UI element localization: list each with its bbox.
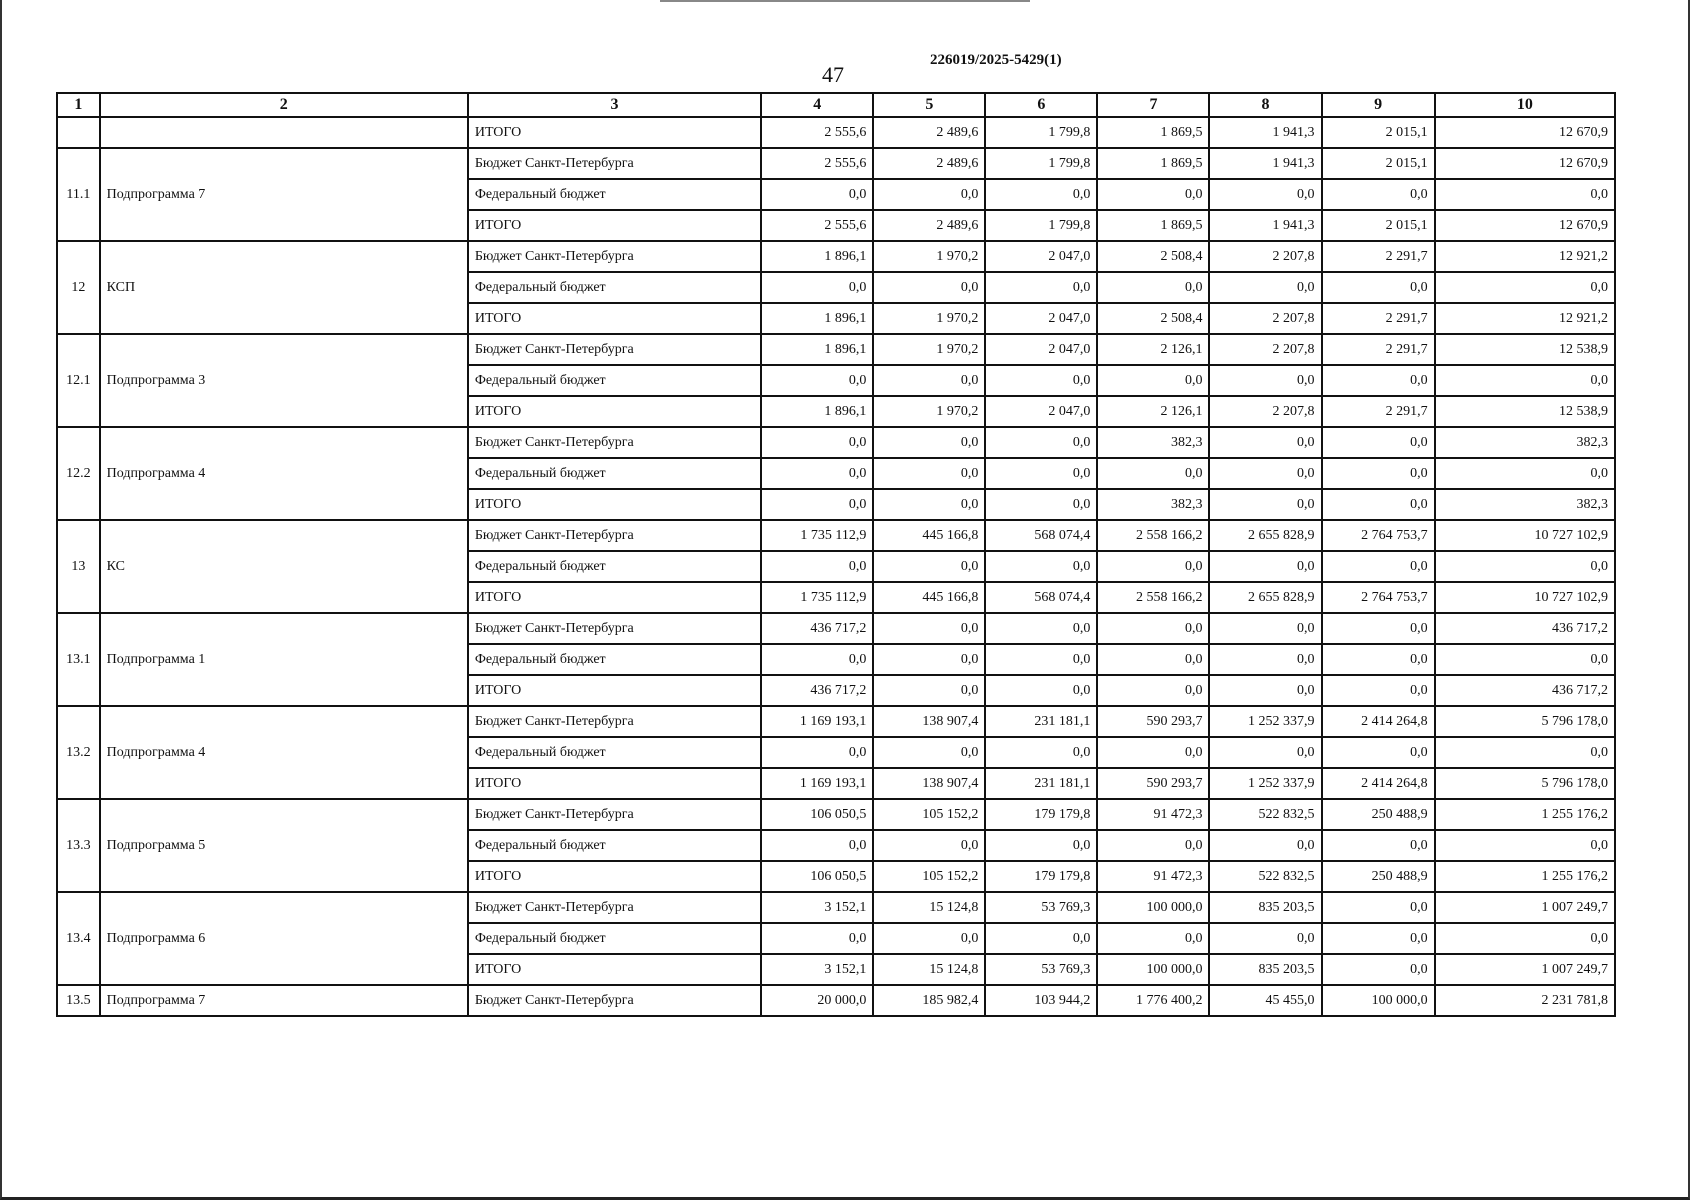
funding-source: ИТОГО	[468, 675, 761, 706]
amount-cell: 15 124,8	[873, 954, 985, 985]
amount-cell: 0,0	[1097, 551, 1209, 582]
item-title: КСП	[100, 241, 468, 334]
item-title: Подпрограмма 3	[100, 334, 468, 427]
amount-cell: 0,0	[761, 272, 873, 303]
amount-cell: 0,0	[1209, 830, 1321, 861]
amount-cell: 0,0	[1097, 737, 1209, 768]
amount-cell: 100 000,0	[1097, 892, 1209, 923]
funding-source: ИТОГО	[468, 489, 761, 520]
table-body	[57, 117, 1615, 1016]
column-header: 9	[1322, 93, 1435, 117]
amount-cell: 0,0	[873, 365, 985, 396]
table-row	[57, 520, 1615, 551]
amount-cell: 0,0	[873, 644, 985, 675]
amount-cell: 0,0	[1209, 644, 1321, 675]
amount-cell: 12 921,2	[1435, 303, 1615, 334]
amount-cell: 2 291,7	[1322, 303, 1435, 334]
item-title	[100, 117, 468, 148]
item-code: 13	[57, 520, 100, 613]
funding-source: Бюджет Санкт-Петербурга	[468, 799, 761, 830]
amount-cell: 0,0	[873, 675, 985, 706]
item-title: Подпрограмма 6	[100, 892, 468, 985]
column-header: 5	[873, 93, 985, 117]
amount-cell: 2 291,7	[1322, 334, 1435, 365]
amount-cell: 1 970,2	[873, 303, 985, 334]
funding-source: Бюджет Санкт-Петербурга	[468, 613, 761, 644]
column-header: 1	[57, 93, 100, 117]
amount-cell: 1 007 249,7	[1435, 954, 1615, 985]
item-title: КС	[100, 520, 468, 613]
funding-source: ИТОГО	[468, 861, 761, 892]
amount-cell: 436 717,2	[761, 613, 873, 644]
amount-cell: 0,0	[985, 613, 1097, 644]
amount-cell: 2 558 166,2	[1097, 520, 1209, 551]
amount-cell: 0,0	[761, 489, 873, 520]
amount-cell: 0,0	[1322, 737, 1435, 768]
amount-cell: 0,0	[1435, 923, 1615, 954]
amount-cell: 0,0	[1322, 365, 1435, 396]
amount-cell: 12 670,9	[1435, 210, 1615, 241]
amount-cell: 0,0	[1322, 830, 1435, 861]
amount-cell: 0,0	[1435, 365, 1615, 396]
amount-cell: 0,0	[1322, 675, 1435, 706]
amount-cell: 138 907,4	[873, 768, 985, 799]
amount-cell: 2 764 753,7	[1322, 582, 1435, 613]
amount-cell: 0,0	[1322, 613, 1435, 644]
amount-cell: 3 152,1	[761, 892, 873, 923]
column-header: 7	[1097, 93, 1209, 117]
amount-cell: 0,0	[1322, 272, 1435, 303]
amount-cell: 1 896,1	[761, 396, 873, 427]
amount-cell: 0,0	[873, 923, 985, 954]
amount-cell: 1 970,2	[873, 396, 985, 427]
amount-cell: 0,0	[985, 644, 1097, 675]
amount-cell: 436 717,2	[761, 675, 873, 706]
amount-cell: 0,0	[873, 830, 985, 861]
amount-cell: 10 727 102,9	[1435, 582, 1615, 613]
amount-cell: 2 489,6	[873, 210, 985, 241]
amount-cell: 0,0	[761, 427, 873, 458]
amount-cell: 2 207,8	[1209, 334, 1321, 365]
funding-source: Федеральный бюджет	[468, 830, 761, 861]
column-header: 8	[1209, 93, 1321, 117]
amount-cell: 0,0	[985, 737, 1097, 768]
amount-cell: 0,0	[1435, 644, 1615, 675]
amount-cell: 436 717,2	[1435, 613, 1615, 644]
item-title: Подпрограмма 4	[100, 427, 468, 520]
item-code: 11.1	[57, 148, 100, 241]
amount-cell: 1 255 176,2	[1435, 799, 1615, 830]
amount-cell: 2 126,1	[1097, 396, 1209, 427]
amount-cell: 382,3	[1097, 427, 1209, 458]
amount-cell: 1 970,2	[873, 241, 985, 272]
amount-cell: 0,0	[1209, 737, 1321, 768]
amount-cell: 2 015,1	[1322, 117, 1435, 148]
item-title: Подпрограмма 1	[100, 613, 468, 706]
table-row	[57, 241, 1615, 272]
funding-source: Бюджет Санкт-Петербурга	[468, 985, 761, 1016]
table-row	[57, 334, 1615, 365]
amount-cell: 0,0	[761, 365, 873, 396]
item-code: 13.1	[57, 613, 100, 706]
amount-cell: 1 896,1	[761, 303, 873, 334]
amount-cell: 1 776 400,2	[1097, 985, 1209, 1016]
amount-cell: 0,0	[985, 923, 1097, 954]
amount-cell: 0,0	[1209, 613, 1321, 644]
amount-cell: 2 508,4	[1097, 303, 1209, 334]
funding-source: Федеральный бюджет	[468, 923, 761, 954]
funding-source: Бюджет Санкт-Петербурга	[468, 892, 761, 923]
amount-cell: 0,0	[1322, 892, 1435, 923]
funding-source: Федеральный бюджет	[468, 737, 761, 768]
funding-source: ИТОГО	[468, 210, 761, 241]
amount-cell: 835 203,5	[1209, 954, 1321, 985]
amount-cell: 2 047,0	[985, 241, 1097, 272]
amount-cell: 0,0	[761, 923, 873, 954]
amount-cell: 0,0	[873, 427, 985, 458]
amount-cell: 0,0	[1097, 613, 1209, 644]
amount-cell: 91 472,3	[1097, 861, 1209, 892]
amount-cell: 0,0	[1322, 179, 1435, 210]
funding-source: ИТОГО	[468, 768, 761, 799]
funding-source: ИТОГО	[468, 396, 761, 427]
amount-cell: 2 207,8	[1209, 396, 1321, 427]
item-code: 13.5	[57, 985, 100, 1016]
amount-cell: 91 472,3	[1097, 799, 1209, 830]
amount-cell: 0,0	[1097, 923, 1209, 954]
item-code	[57, 117, 100, 148]
amount-cell: 0,0	[873, 179, 985, 210]
amount-cell: 0,0	[1322, 427, 1435, 458]
amount-cell: 0,0	[1209, 923, 1321, 954]
amount-cell: 2 558 166,2	[1097, 582, 1209, 613]
amount-cell: 2 126,1	[1097, 334, 1209, 365]
funding-source: Федеральный бюджет	[468, 458, 761, 489]
amount-cell: 100 000,0	[1097, 954, 1209, 985]
item-code: 13.2	[57, 706, 100, 799]
amount-cell: 12 538,9	[1435, 396, 1615, 427]
table-row	[57, 427, 1615, 458]
funding-source: Федеральный бюджет	[468, 365, 761, 396]
item-title: Подпрограмма 4	[100, 706, 468, 799]
column-header: 10	[1435, 93, 1615, 117]
amount-cell: 1 896,1	[761, 241, 873, 272]
amount-cell: 0,0	[1209, 272, 1321, 303]
item-code: 12	[57, 241, 100, 334]
amount-cell: 2 655 828,9	[1209, 582, 1321, 613]
amount-cell: 382,3	[1435, 427, 1615, 458]
item-title: Подпрограмма 7	[100, 985, 468, 1016]
amount-cell: 0,0	[873, 737, 985, 768]
amount-cell: 0,0	[985, 365, 1097, 396]
amount-cell: 1 941,3	[1209, 117, 1321, 148]
funding-source: Федеральный бюджет	[468, 179, 761, 210]
amount-cell: 231 181,1	[985, 768, 1097, 799]
amount-cell: 2 414 264,8	[1322, 706, 1435, 737]
funding-source: Бюджет Санкт-Петербурга	[468, 148, 761, 179]
amount-cell: 2 015,1	[1322, 210, 1435, 241]
amount-cell: 0,0	[1322, 644, 1435, 675]
amount-cell: 1 169 193,1	[761, 768, 873, 799]
amount-cell: 590 293,7	[1097, 768, 1209, 799]
table-row	[57, 117, 1615, 148]
amount-cell: 2 414 264,8	[1322, 768, 1435, 799]
amount-cell: 382,3	[1435, 489, 1615, 520]
table-row	[57, 706, 1615, 737]
funding-source: Федеральный бюджет	[468, 551, 761, 582]
amount-cell: 0,0	[1322, 954, 1435, 985]
amount-cell: 5 796 178,0	[1435, 706, 1615, 737]
item-code: 12.2	[57, 427, 100, 520]
amount-cell: 2 291,7	[1322, 396, 1435, 427]
amount-cell: 2 231 781,8	[1435, 985, 1615, 1016]
table-row	[57, 799, 1615, 830]
amount-cell: 2 555,6	[761, 148, 873, 179]
amount-cell: 0,0	[1097, 675, 1209, 706]
amount-cell: 1 252 337,9	[1209, 768, 1321, 799]
amount-cell: 0,0	[1435, 458, 1615, 489]
amount-cell: 2 291,7	[1322, 241, 1435, 272]
amount-cell: 522 832,5	[1209, 861, 1321, 892]
amount-cell: 0,0	[1097, 179, 1209, 210]
amount-cell: 0,0	[1209, 551, 1321, 582]
amount-cell: 5 796 178,0	[1435, 768, 1615, 799]
amount-cell: 0,0	[1097, 365, 1209, 396]
amount-cell: 15 124,8	[873, 892, 985, 923]
amount-cell: 0,0	[985, 458, 1097, 489]
amount-cell: 250 488,9	[1322, 861, 1435, 892]
amount-cell: 1 799,8	[985, 148, 1097, 179]
amount-cell: 2 047,0	[985, 303, 1097, 334]
amount-cell: 179 179,8	[985, 861, 1097, 892]
amount-cell: 0,0	[1435, 737, 1615, 768]
item-code: 12.1	[57, 334, 100, 427]
amount-cell: 53 769,3	[985, 954, 1097, 985]
amount-cell: 0,0	[985, 830, 1097, 861]
amount-cell: 12 921,2	[1435, 241, 1615, 272]
amount-cell: 0,0	[985, 427, 1097, 458]
amount-cell: 1 799,8	[985, 117, 1097, 148]
amount-cell: 0,0	[1209, 365, 1321, 396]
amount-cell: 12 538,9	[1435, 334, 1615, 365]
amount-cell: 0,0	[985, 675, 1097, 706]
column-header: 3	[468, 93, 761, 117]
column-header: 6	[985, 93, 1097, 117]
amount-cell: 0,0	[873, 272, 985, 303]
amount-cell: 0,0	[873, 613, 985, 644]
amount-cell: 0,0	[1097, 644, 1209, 675]
amount-cell: 2 207,8	[1209, 241, 1321, 272]
amount-cell: 100 000,0	[1322, 985, 1435, 1016]
page-number: 47	[822, 62, 844, 87]
amount-cell: 590 293,7	[1097, 706, 1209, 737]
funding-source: Бюджет Санкт-Петербурга	[468, 241, 761, 272]
amount-cell: 0,0	[1209, 458, 1321, 489]
item-code: 13.4	[57, 892, 100, 985]
funding-source: Бюджет Санкт-Петербурга	[468, 334, 761, 365]
amount-cell: 2 489,6	[873, 117, 985, 148]
amount-cell: 0,0	[1097, 830, 1209, 861]
funding-source: Бюджет Санкт-Петербурга	[468, 520, 761, 551]
amount-cell: 0,0	[1322, 458, 1435, 489]
amount-cell: 0,0	[1209, 427, 1321, 458]
amount-cell: 568 074,4	[985, 582, 1097, 613]
amount-cell: 1 869,5	[1097, 117, 1209, 148]
amount-cell: 835 203,5	[1209, 892, 1321, 923]
amount-cell: 105 152,2	[873, 799, 985, 830]
amount-cell: 2 015,1	[1322, 148, 1435, 179]
amount-cell: 0,0	[873, 458, 985, 489]
amount-cell: 12 670,9	[1435, 117, 1615, 148]
budget-table	[56, 92, 1616, 1017]
amount-cell: 0,0	[985, 551, 1097, 582]
amount-cell: 1 007 249,7	[1435, 892, 1615, 923]
amount-cell: 1 970,2	[873, 334, 985, 365]
funding-source: Бюджет Санкт-Петербурга	[468, 427, 761, 458]
item-code: 13.3	[57, 799, 100, 892]
funding-source: ИТОГО	[468, 117, 761, 148]
item-title: Подпрограмма 5	[100, 799, 468, 892]
amount-cell: 105 152,2	[873, 861, 985, 892]
amount-cell: 138 907,4	[873, 706, 985, 737]
amount-cell: 2 508,4	[1097, 241, 1209, 272]
amount-cell: 0,0	[1435, 272, 1615, 303]
amount-cell: 0,0	[761, 551, 873, 582]
amount-cell: 0,0	[1209, 179, 1321, 210]
amount-cell: 45 455,0	[1209, 985, 1321, 1016]
amount-cell: 0,0	[1435, 830, 1615, 861]
amount-cell: 2 207,8	[1209, 303, 1321, 334]
column-header: 2	[100, 93, 468, 117]
amount-cell: 0,0	[985, 489, 1097, 520]
amount-cell: 0,0	[761, 830, 873, 861]
amount-cell: 2 047,0	[985, 396, 1097, 427]
amount-cell: 1 869,5	[1097, 148, 1209, 179]
amount-cell: 2 764 753,7	[1322, 520, 1435, 551]
amount-cell: 436 717,2	[1435, 675, 1615, 706]
amount-cell: 0,0	[1322, 551, 1435, 582]
amount-cell: 0,0	[985, 179, 1097, 210]
amount-cell: 185 982,4	[873, 985, 985, 1016]
amount-cell: 2 489,6	[873, 148, 985, 179]
amount-cell: 0,0	[1435, 551, 1615, 582]
amount-cell: 0,0	[1322, 923, 1435, 954]
table-row	[57, 613, 1615, 644]
amount-cell: 2 655 828,9	[1209, 520, 1321, 551]
amount-cell: 445 166,8	[873, 582, 985, 613]
funding-source: Бюджет Санкт-Петербурга	[468, 706, 761, 737]
amount-cell: 568 074,4	[985, 520, 1097, 551]
amount-cell: 103 944,2	[985, 985, 1097, 1016]
funding-source: ИТОГО	[468, 582, 761, 613]
amount-cell: 1 255 176,2	[1435, 861, 1615, 892]
amount-cell: 445 166,8	[873, 520, 985, 551]
amount-cell: 2 555,6	[761, 117, 873, 148]
amount-cell: 1 941,3	[1209, 148, 1321, 179]
amount-cell: 231 181,1	[985, 706, 1097, 737]
table-row	[57, 148, 1615, 179]
amount-cell: 0,0	[873, 489, 985, 520]
amount-cell: 0,0	[873, 551, 985, 582]
item-title: Подпрограмма 7	[100, 148, 468, 241]
amount-cell: 179 179,8	[985, 799, 1097, 830]
amount-cell: 1 735 112,9	[761, 520, 873, 551]
amount-cell: 1 169 193,1	[761, 706, 873, 737]
amount-cell: 0,0	[1097, 458, 1209, 489]
funding-source: Федеральный бюджет	[468, 272, 761, 303]
amount-cell: 106 050,5	[761, 799, 873, 830]
amount-cell: 2 047,0	[985, 334, 1097, 365]
amount-cell: 1 252 337,9	[1209, 706, 1321, 737]
table-row	[57, 892, 1615, 923]
amount-cell: 250 488,9	[1322, 799, 1435, 830]
amount-cell: 0,0	[761, 458, 873, 489]
amount-cell: 382,3	[1097, 489, 1209, 520]
amount-cell: 2 555,6	[761, 210, 873, 241]
table-row	[57, 985, 1615, 1016]
amount-cell: 12 670,9	[1435, 148, 1615, 179]
amount-cell: 53 769,3	[985, 892, 1097, 923]
amount-cell: 106 050,5	[761, 861, 873, 892]
amount-cell: 0,0	[761, 737, 873, 768]
funding-source: ИТОГО	[468, 954, 761, 985]
amount-cell: 0,0	[1097, 272, 1209, 303]
amount-cell: 522 832,5	[1209, 799, 1321, 830]
amount-cell: 1 941,3	[1209, 210, 1321, 241]
amount-cell: 0,0	[1322, 489, 1435, 520]
amount-cell: 0,0	[985, 272, 1097, 303]
amount-cell: 1 869,5	[1097, 210, 1209, 241]
amount-cell: 0,0	[1209, 489, 1321, 520]
funding-source: Федеральный бюджет	[468, 644, 761, 675]
funding-source: ИТОГО	[468, 303, 761, 334]
document-id: 226019/2025-5429(1)	[930, 52, 1062, 68]
amount-cell: 0,0	[761, 179, 873, 210]
amount-cell: 0,0	[761, 644, 873, 675]
amount-cell: 1 799,8	[985, 210, 1097, 241]
amount-cell: 10 727 102,9	[1435, 520, 1615, 551]
column-header: 4	[761, 93, 873, 117]
amount-cell: 3 152,1	[761, 954, 873, 985]
top-edge-mark	[660, 0, 1030, 2]
amount-cell: 1 896,1	[761, 334, 873, 365]
amount-cell: 0,0	[1209, 675, 1321, 706]
column-number-row	[57, 93, 1615, 117]
amount-cell: 1 735 112,9	[761, 582, 873, 613]
amount-cell: 20 000,0	[761, 985, 873, 1016]
amount-cell: 0,0	[1435, 179, 1615, 210]
